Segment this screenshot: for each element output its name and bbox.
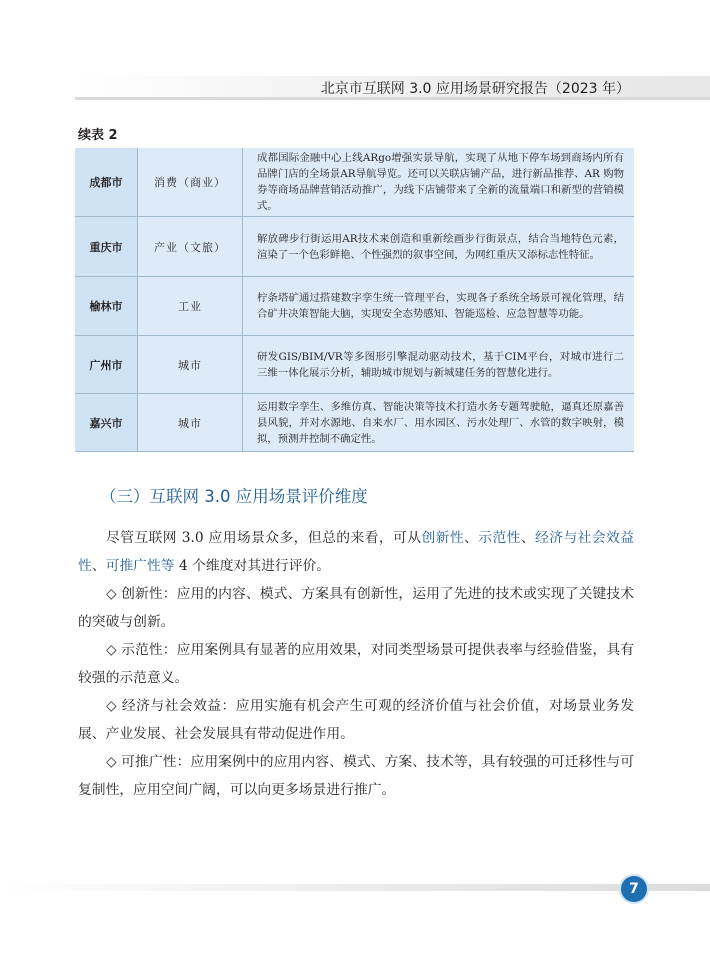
criterion-label: ◇ 经济与社会效益： [106,698,236,714]
criterion-label: ◇ 可推广性： [106,754,191,770]
table-cell-type: 工业 [138,277,243,336]
criterion-label: ◇ 示范性： [106,642,177,658]
table-cell-type: 城市 [138,394,243,452]
dimension-scalability: 可推广性等 [105,558,175,574]
intro-tail: 4 个维度对其进行评价。 [174,558,331,574]
criterion-text: 应用的内容、模式、方案具有创新性，运用了先进的技术或实现了关键技术的突破与创新。 [78,586,635,630]
criterion-label: ◇ 创新性： [106,586,177,602]
page-number-badge: 7 [621,876,647,902]
table-cell-description: 柠条塔矿通过搭建数字孪生统一管理平台，实现各子系统全场景可视化管理，结合矿井决策智能大脑，实现安全态势感知、智能巡检、应急智慧等功能。 [243,277,635,336]
table-cell-type: 产业（文旅） [138,217,243,277]
table-cell-city: 广州市 [75,336,138,394]
table-row [75,277,634,336]
section-body [78,524,634,804]
table-caption: 续表 2 [78,128,118,143]
criterion-paragraph [78,692,634,748]
separator: 、 [91,558,106,574]
dimension-benefit: 经济与社会效益性 [78,530,635,574]
criterion-text: 应用实施有机会产生可观的经济价值与社会价值，对场景业务发展、产业发展、社会发展具有带动促进作用。 [78,698,634,742]
dimension-innovation: 创新性 [421,530,465,546]
intro-lead: 尽管互联网 3.0 应用场景众多，但总的来看，可从 [106,530,422,546]
table-row [75,336,634,394]
running-header-title: 北京市互联网 3.0 应用场景研究报告（2023 年） [320,81,630,97]
intro-paragraph [78,524,634,580]
table-cell-type: 消费（商业） [138,148,243,217]
criterion-paragraph [78,636,634,692]
section-heading: （三）互联网 3.0 应用场景评价维度 [100,487,368,506]
dimension-demonstration: 示范性 [478,530,521,546]
table-cell-description: 解放碑步行街运用AR技术来创造和重新绘画步行街景点，结合当地特色元素，渲染了一个色彩鲜艳、个性强烈的叙事空间，为网红重庆又添标志性特征。 [243,217,635,277]
separator: 、 [464,530,479,546]
table-cell-type: 城市 [138,336,243,394]
table-cell-description: 研发GIS/BIM/VR等多图形引擎混动驱动技术，基于CIM平台，对城市进行二三维一体化展示分析，辅助城市规划与新城建任务的智慧化进行。 [243,336,635,394]
table-cell-city: 嘉兴市 [75,394,138,452]
cases-table [75,148,634,452]
table-row [75,394,634,452]
separator: 、 [520,530,536,546]
criterion-text: 应用案例具有显著的应用效果，对同类型场景可提供表率与经验借鉴，具有较强的示范意义。 [78,642,635,686]
table-cell-description: 成都国际金融中心上线ARgo增强实景导航，实现了从地下停车场到商场内所有品牌门店的全场景AR导航导览。还可以关联店铺产品，进行新品推荐、AR 购物券等商场品牌营销活动推广，为线下店铺带来了全新的流量端口和新型的营销模式。 [243,148,635,217]
footer-bar [0,884,710,891]
table-row [75,148,634,217]
table-cell-city: 重庆市 [75,217,138,277]
criterion-paragraph [78,580,634,636]
table-cell-city: 榆林市 [75,277,138,336]
table-cell-description: 运用数字孪生、多维仿真、智能决策等技术打造水务专题驾驶舱，逼真还原嘉善县风貌，并对水源地、自来水厂、用水园区、污水处理厂、水管的数字映射，模拟，预测并控制不确定性。 [243,394,635,452]
table-cell-city: 成都市 [75,148,138,217]
table-row [75,217,634,277]
criterion-paragraph [78,748,634,804]
criterion-text: 应用案例中的应用内容、模式、方案、技术等，具有较强的可迁移性与可复制性，应用空间广阔，可以向更多场景进行推广。 [78,754,635,798]
